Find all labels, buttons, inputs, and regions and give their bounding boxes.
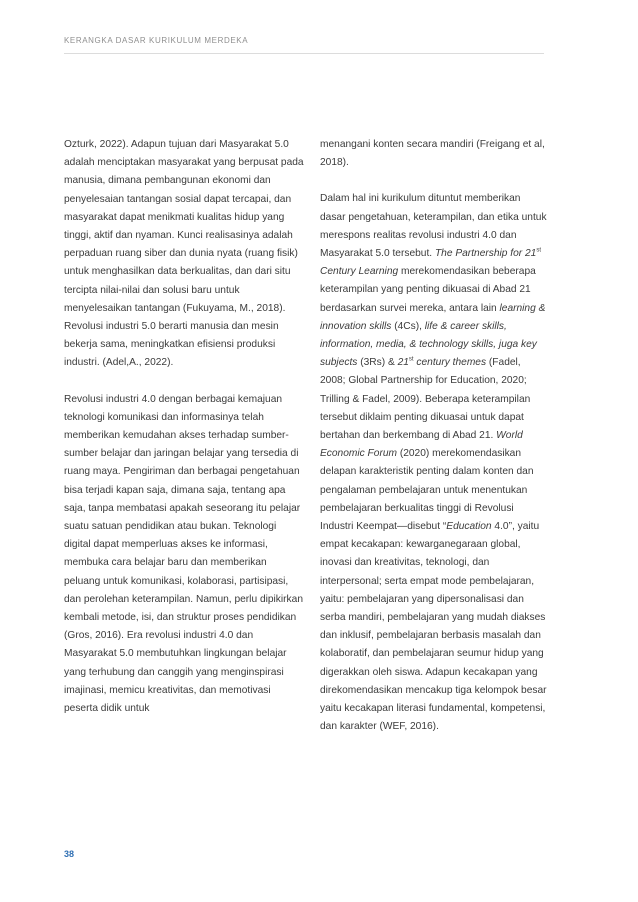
text-run: 4.0”, yaitu empat kecakapan: kewarganegaraan global, inovasi dan kreativitas, teknologi, dan interpersonal; serta empat mode pembelajaran, yaitu: pembelajaran yang dipersonalisasi dan serba mandiri, pembelajaran yang mudah diakses dan inklusif, pembelajaran berbasis masalah dan kolaboratif, dan pembelajaran seumur hidup yang digerakkan oleh siswa. Adapun kecakapan yang direkomendasikan mencakup tiga kelompok besar yaitu kecakapan literasi fundamental, kompetensi, dan karakter (WEF, 2016). — [320, 521, 547, 733]
right-paragraph-2 — [320, 190, 548, 736]
italic-run: learning & innovation skills — [320, 302, 546, 332]
left-paragraph-2: Revolusi industri 4.0 dengan berbagai kemajuan teknologi komunikasi dan informasinya telah memberikan kemudahan akses terhadap sumber-sumber belajar dan jaringan belajar yang tersedia di ruang maya. Pengiriman dan berbagai pengetahuan bisa terjadi kapan saja, dimana saja, tentang apa saja, tanpa membatasi apakah seseorang itu pelajar suatu satuan pendidikan atau bukan. Teknologi digital dapat memperluas akses ke informasi, membuka cara belajar baru dan memberikan peluang untuk komunikasi, kolaborasi, partisipasi, dan perolehan keterampilan. Namun, perlu dipikirkan kembali metode, isi, dan struktur proses pendidikan (Gros, 2016). Era revolusi industri 4.0 dan Masyarakat 5.0 membutuhkan lingkungan belajar yang terhubung dan canggih yang menginspirasi imajinasi, memicu kreativitas, dan memotivasi peserta didik untuk — [64, 393, 303, 715]
superscript: st — [408, 356, 414, 363]
running-header: KERANGKA DASAR KURIKULUM MERDEKA — [64, 36, 249, 45]
superscript: st — [536, 247, 541, 254]
text-run: (Fadel, 2008; Global Partnership for Education, 2020; Trilling & Fadel, 2009). Beberapa keterampilan tersebut diklaim penting dikuasai untuk dapat bertahan dan berkembang di Abad 21. — [320, 357, 531, 442]
italic-run: life & career skills, information, media, & technology skills, juga key subjects — [320, 320, 537, 369]
text-run: (3Rs) & — [357, 357, 398, 369]
italic-run: World Economic Forum — [320, 430, 523, 460]
left-column — [64, 136, 304, 736]
italic-run: The Partnership for 21 — [434, 248, 537, 260]
right-column — [320, 136, 548, 755]
left-paragraph-1: Ozturk, 2022). Adapun tujuan dari Masyarakat 5.0 adalah menciptakan masyarakat yang berpusat pada manusia, dimana pembangunan ekonomi dan penyelesaian tantangan sosial dapat tercapai, dan masyarakat dapat menikmati kualitas hidup yang tinggi, aktif dan nyaman. Kunci realisasinya adalah perpaduan ruang siber dan dunia nyata (ruang fisik) untuk menghasilkan data berkualitas, dan dari situ tercipta nilai-nilai dan solusi baru untuk menyelesaikan tantangan (Fukuyama, M., 2018). Revolusi industri 5.0 berarti manusia dan mesin bekerja sama, meningkatkan efisiensi produksi industri. (Adel,A., 2022). — [64, 139, 304, 369]
italic-run: century themes — [413, 357, 487, 369]
text-run: (2020) merekomendasikan delapan karakteristik penting dalam konten dan pengalaman pembelajaran untuk menentukan pembelajaran berkualitas tinggi di Revolusi Industri Keempat—disebut “ — [320, 448, 534, 533]
text-run: (4Cs), — [391, 320, 425, 332]
italic-run: Education — [446, 521, 492, 533]
text-run: merekomendasikan beberapa keterampilan yang penting dikuasai di Abad 21 berdasarkan survei mereka, antara lain — [320, 266, 536, 314]
page-number: 38 — [64, 849, 75, 859]
italic-run: Century Learning — [320, 266, 399, 278]
italic-run: 21 — [397, 357, 409, 369]
right-paragraph-1: menangani konten secara mandiri (Freigang et al, 2018). — [320, 139, 545, 169]
header-divider — [64, 53, 544, 54]
text-run: Dalam hal ini kurikulum dituntut memberikan dasar pengetahuan, keterampilan, dan etika untuk merespons realitas revolusi industri 4.0 dan Masyarakat 5.0 tersebut. — [320, 193, 547, 260]
